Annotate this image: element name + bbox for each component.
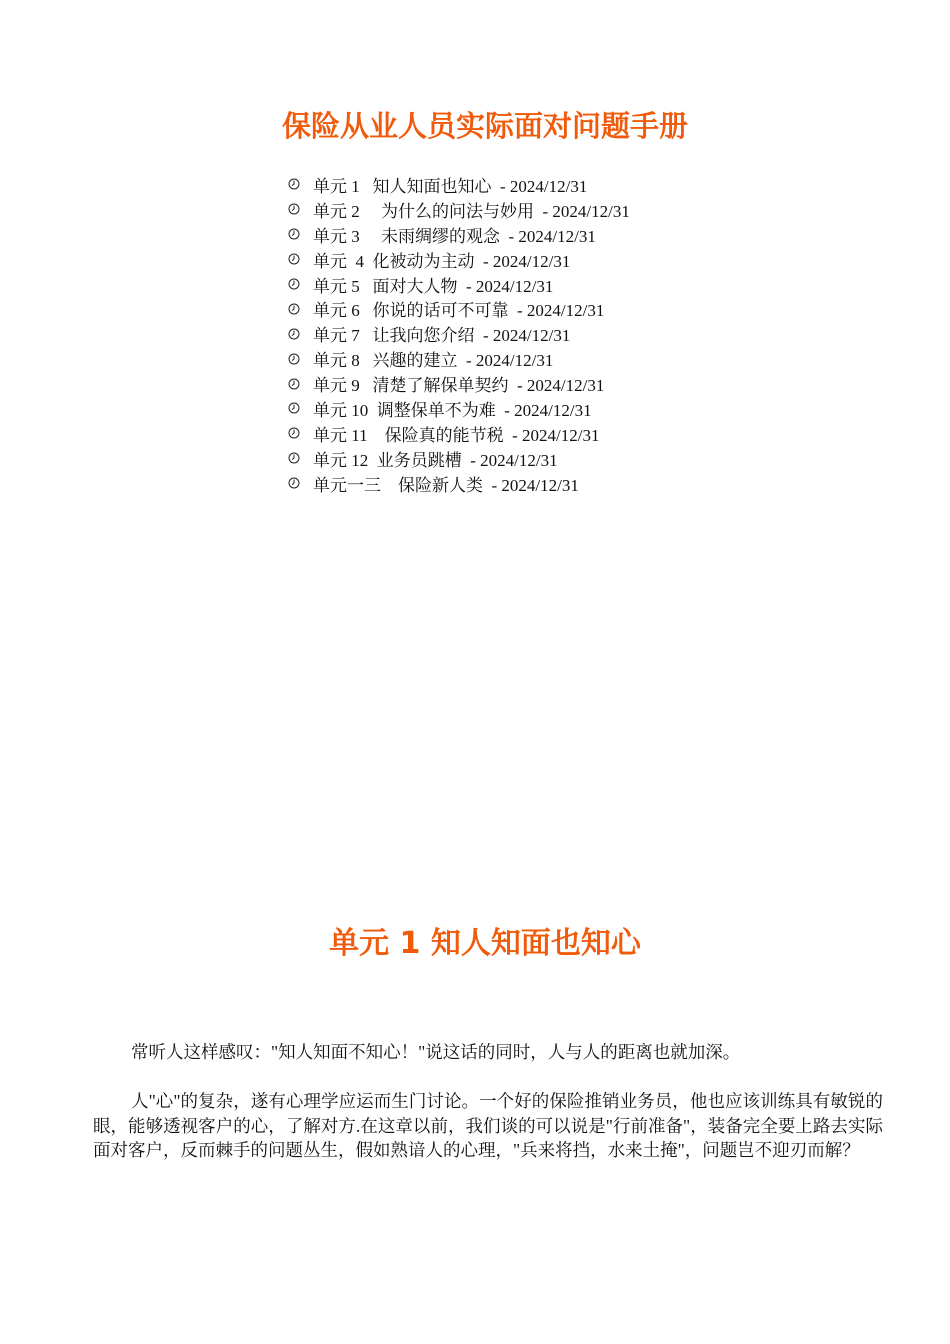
toc-item-label: 单元 1 知人知面也知心 - 2024/12/31: [313, 176, 588, 196]
body-paragraph-1: 常听人这样感叹："知人知面不知心！"说这话的同时，人与人的距离也就加深。: [131, 1042, 741, 1062]
toc-item-9[interactable]: [288, 371, 630, 396]
clock-icon: [288, 427, 300, 439]
toc-item-label: 单元 7 让我向您介绍 - 2024/12/31: [313, 326, 571, 346]
toc-item-label: 单元 6 你说的话可不可靠 - 2024/12/31: [313, 301, 605, 321]
clock-icon: [288, 178, 300, 190]
toc-item-label: 单元 2 为什么的问法与妙用 - 2024/12/31: [313, 201, 630, 221]
clock-icon: [288, 477, 300, 489]
toc-item-label: 单元 12 业务员跳槽 - 2024/12/31: [313, 450, 558, 470]
toc-item-label: 单元 10 调整保单不为难 - 2024/12/31: [313, 400, 592, 420]
clock-icon: [288, 203, 300, 215]
clock-icon: [288, 278, 300, 290]
toc-item-2[interactable]: [288, 197, 630, 222]
toc-item-label: 单元 8 兴趣的建立 - 2024/12/31: [313, 351, 554, 371]
clock-icon: [288, 303, 300, 315]
toc-item-label: 单元 3 未雨绸缪的观念 - 2024/12/31: [313, 226, 596, 246]
toc-item-7[interactable]: [288, 321, 630, 346]
toc-item-1[interactable]: [288, 172, 630, 197]
clock-icon: [288, 328, 300, 340]
toc-item-label: 单元 9 清楚了解保单契约 - 2024/12/31: [313, 376, 605, 396]
toc-item-8[interactable]: [288, 346, 630, 371]
clock-icon: [288, 452, 300, 464]
toc-item-label: 单元 4 化被动为主动 - 2024/12/31: [313, 251, 571, 271]
toc-item-4[interactable]: [288, 247, 630, 272]
clock-icon: [288, 353, 300, 365]
toc-item-3[interactable]: [288, 222, 630, 247]
clock-icon: [288, 378, 300, 390]
toc-item-label: 单元一三 保险新人类 - 2024/12/31: [313, 475, 579, 495]
toc-item-6[interactable]: [288, 296, 630, 321]
clock-icon: [288, 228, 300, 240]
toc-item-label: 单元 5 面对大人物 - 2024/12/31: [313, 276, 554, 296]
document-title: 保险从业人员实际面对问题手册: [281, 109, 688, 143]
body-paragraph-2: 人"心"的复杂，遂有心理学应运而生门讨论。一个好的保险推销业务员，他也应该训练具有敏锐的眼，能够透视客户的心，了解对方.在这章以前，我们谈的可以说是"行前准备"，装备完全要上路去实际面对客户，反而棘手的问题丛生，假如熟谙人的心理，"兵来将挡，水来土掩"，问题岂不迎刃而解？: [93, 1091, 883, 1160]
section-heading: 单元 1 知人知面也知心: [329, 926, 641, 961]
clock-icon: [288, 402, 300, 414]
clock-icon: [288, 253, 300, 265]
toc-item-13[interactable]: [288, 471, 630, 496]
toc-item-10[interactable]: [288, 396, 630, 421]
table-of-contents: [288, 172, 630, 496]
toc-item-12[interactable]: [288, 446, 630, 471]
toc-item-label: 单元 11 保险真的能节税 - 2024/12/31: [313, 425, 600, 445]
toc-item-5[interactable]: [288, 272, 630, 297]
toc-item-11[interactable]: [288, 421, 630, 446]
